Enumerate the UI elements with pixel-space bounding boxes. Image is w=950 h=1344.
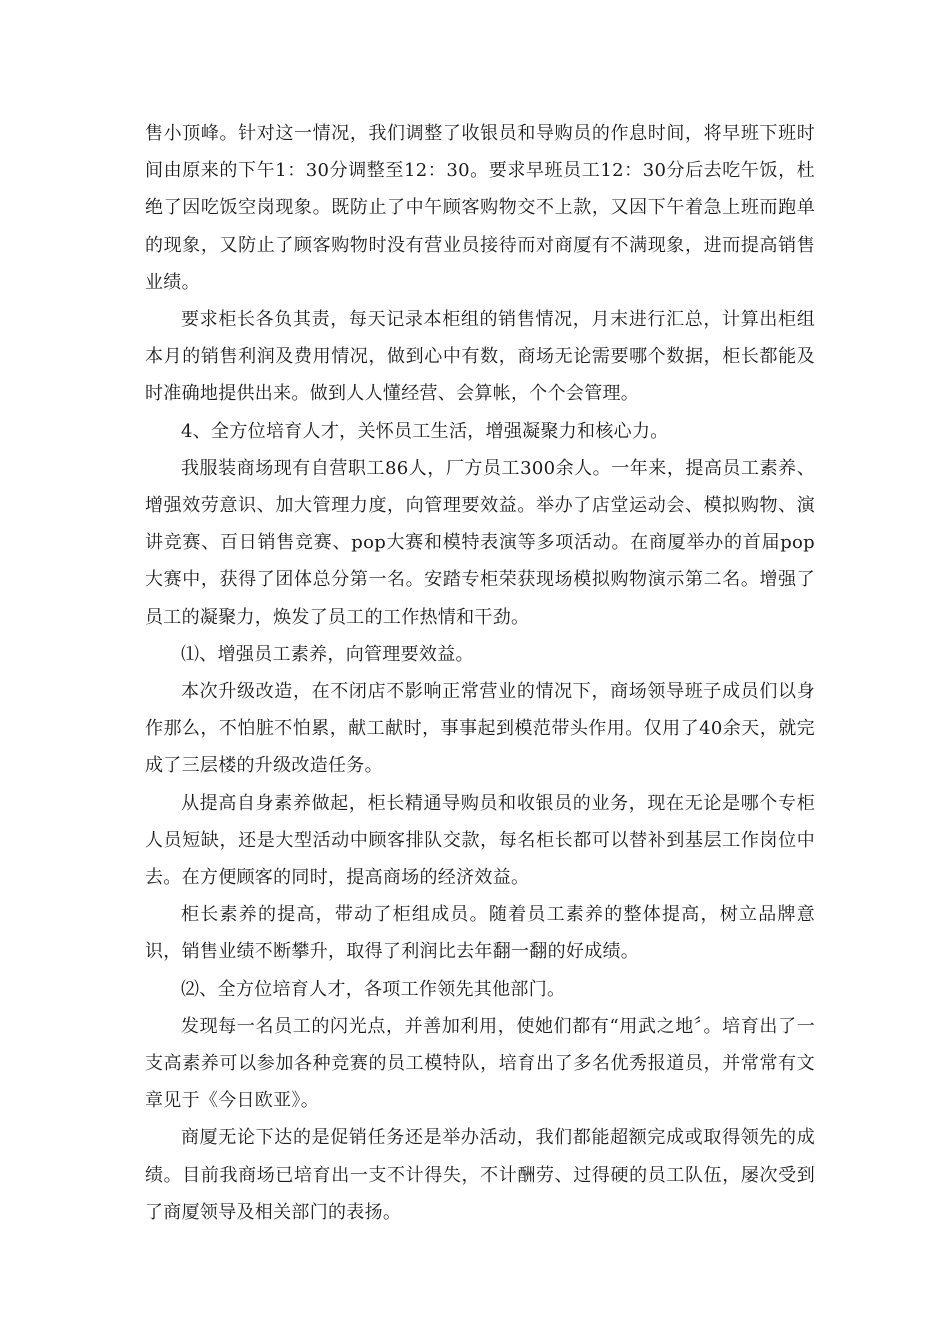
paragraph-1: 售小顶峰。针对这一情况，我们调整了收银员和导购员的作息时间，将早班下班时间由原来的下午1：30分调整至12：30。要求早班员工12：30分后去吃午饭，杜绝了因吃饭空岗现象。既防止了中午顾客购物交不上款，又因下午着急上班而跑单的现象，又防止了顾客购物时没有营业员接待而对商厦有不满现象，进而提高销售业绩。	[145, 123, 815, 293]
subsection-heading-2: ⑵、全方位培育人才，各项工作领先其他部门。	[181, 978, 566, 1000]
paragraph-3: 我服装商场现有自营职工86人，厂方员工300余人。一年来，提高员工素养、增强效劳意识、加大管理力度，向管理要效益。举办了店堂运动会、模拟购物、演讲竞赛、百日销售竞赛、pop大赛和模特表演等多项活动。在商厦举办的首届pop大赛中，获得了团体总分第一名。安踏专柜荣获现场模拟购物演示第二名。增强了员工的凝聚力，焕发了员工的工作热情和干劲。	[145, 457, 815, 628]
section-heading-4: 4、全方位培育人才，关怀员工生活，增强凝聚力和核心力。	[181, 420, 669, 442]
paragraph-2: 要求柜长各负其责，每天记录本柜组的销售情况，月末进行汇总，计算出柜组本月的销售利润及费用情况，做到心中有数，商场无论需要哪个数据，柜长都能及时准确地提供出来。做到人人懂经营、会算帐，个个会管理。	[145, 309, 815, 405]
paragraph-6: 柜长素养的提高，带动了柜组成员。随着员工素养的整体提高，树立品牌意识，销售业绩不断攀升，取得了利润比去年翻一翻的好成绩。	[145, 904, 815, 963]
subsection-heading-1: ⑴、增强员工素养，向管理要效益。	[181, 643, 474, 665]
document-body	[145, 115, 815, 1231]
paragraph-7: 发现每一名员工的闪光点，并善加利用，使她们都有“用武之地〞。培育出了一支高素养可以参加各种竞赛的员工模特队，培育出了多名优秀报道员，并常常有文章见于《今日欧亚》。	[145, 1015, 815, 1112]
paragraph-5: 从提高自身素养做起，柜长精通导购员和收银员的业务，现在无论是哪个专柜人员短缺，还是大型活动中顾客排队交款，每名柜长都可以替补到基层工作岗位中去。在方便顾客的同时，提高商场的经济效益。	[145, 792, 815, 889]
paragraph-4: 本次升级改造，在不闭店不影响正常营业的情况下，商场领导班子成员们以身作那么，不怕脏不怕累，献工献时，事事起到模范带头作用。仅用了40余天，就完成了三层楼的升级改造任务。	[145, 681, 815, 777]
paragraph-8: 商厦无论下达的是促销任务还是举办活动，我们都能超额完成或取得领先的成绩。目前我商场已培育出一支不计得失，不计酬劳、过得硬的员工队伍，屡次受到了商厦领导及相关部门的表扬。	[145, 1127, 815, 1223]
